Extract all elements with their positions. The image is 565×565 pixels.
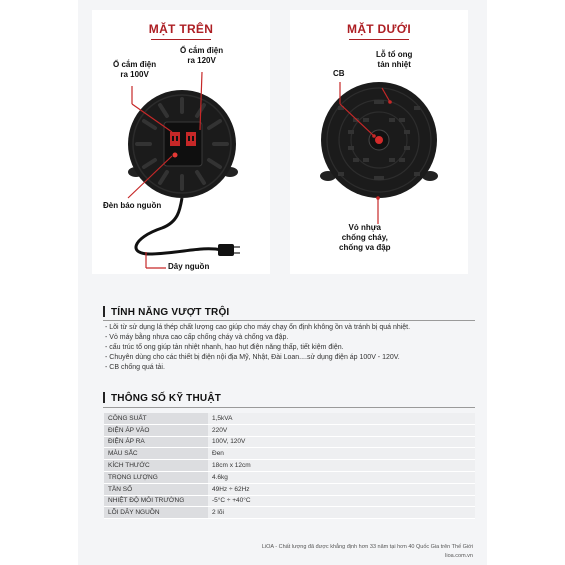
table-row: ĐIỆN ÁP RA 100V, 120V bbox=[104, 436, 475, 448]
power-cord-label: Dây nguồn bbox=[168, 262, 210, 271]
spec-table bbox=[104, 413, 475, 519]
table-row: TẦN SỐ 49Hz ÷ 62Hz bbox=[104, 483, 475, 495]
footer-tagline: LiOA - Chất lượng đã được khẳng định hơn 33 năm tại hơn 40 Quốc Gia trên Thế Giới bbox=[261, 544, 473, 550]
top-view-title: MẶT TRÊN bbox=[92, 22, 270, 40]
features-list bbox=[105, 323, 410, 373]
outlet-120v-label: Ổ cắm điện ra 120V bbox=[180, 46, 224, 65]
feature-item: - CB chống quá tải. bbox=[105, 364, 165, 371]
heading-bar bbox=[103, 306, 105, 317]
power-led-label: Đèn báo nguồn bbox=[103, 201, 162, 210]
feature-item: - Vỏ máy bằng nhựa cao cấp chống cháy và chống va đập. bbox=[105, 334, 289, 341]
footer bbox=[262, 543, 473, 561]
features-heading: TÍNH NĂNG VƯỢT TRỘI bbox=[103, 306, 229, 318]
feature-item: - cấu trúc tổ ong giúp tản nhiệt nhanh, hao hụt điện năng thấp, tiết kiệm điện. bbox=[105, 344, 344, 351]
specs-divider bbox=[103, 407, 475, 408]
features-divider bbox=[103, 320, 475, 321]
outlet-100v-label: Ổ cắm điện ra 100V bbox=[113, 60, 157, 79]
feature-item: - Lõi từ sử dụng lá thép chất lượng cao giúp cho máy chạy ổn định không ồn và tránh bị quá nhiệt. bbox=[105, 324, 411, 331]
heading-bar bbox=[103, 392, 105, 403]
specs-heading: THÔNG SỐ KỸ THUẬT bbox=[103, 392, 221, 404]
vents-label: Lỗ tổ ong tản nhiệt bbox=[376, 50, 413, 69]
footer-website[interactable]: lioa.com.vn bbox=[445, 553, 473, 559]
bottom-view-device-illustration bbox=[290, 60, 468, 274]
table-row: KÍCH THƯỚC 18cm x 12cm bbox=[104, 460, 475, 472]
shell-label: Vỏ nhựa chống cháy, chống va đập bbox=[339, 223, 391, 252]
table-row: LÕI DÂY NGUỒN 2 lõi bbox=[104, 507, 475, 519]
table-row: CÔNG SUẤT 1,5kVA bbox=[104, 413, 475, 424]
table-row: NHIỆT ĐỘ MÔI TRƯỜNG -5°C ÷ +40°C bbox=[104, 495, 475, 507]
bottom-view-title: MẶT DƯỚI bbox=[290, 22, 468, 40]
table-row: MÀU SẮC Đen bbox=[104, 448, 475, 460]
table-row: ĐIỆN ÁP VÀO 220V bbox=[104, 424, 475, 436]
top-view-device-illustration bbox=[92, 60, 270, 274]
table-row: TRỌNG LƯỢNG 4.6kg bbox=[104, 471, 475, 483]
feature-item: - Chuyên dùng cho các thiết bị điện nội địa Mỹ, Nhật, Đài Loan....sử dụng điện áp 100V - 120V. bbox=[105, 354, 400, 361]
cb-label: CB bbox=[333, 69, 345, 78]
